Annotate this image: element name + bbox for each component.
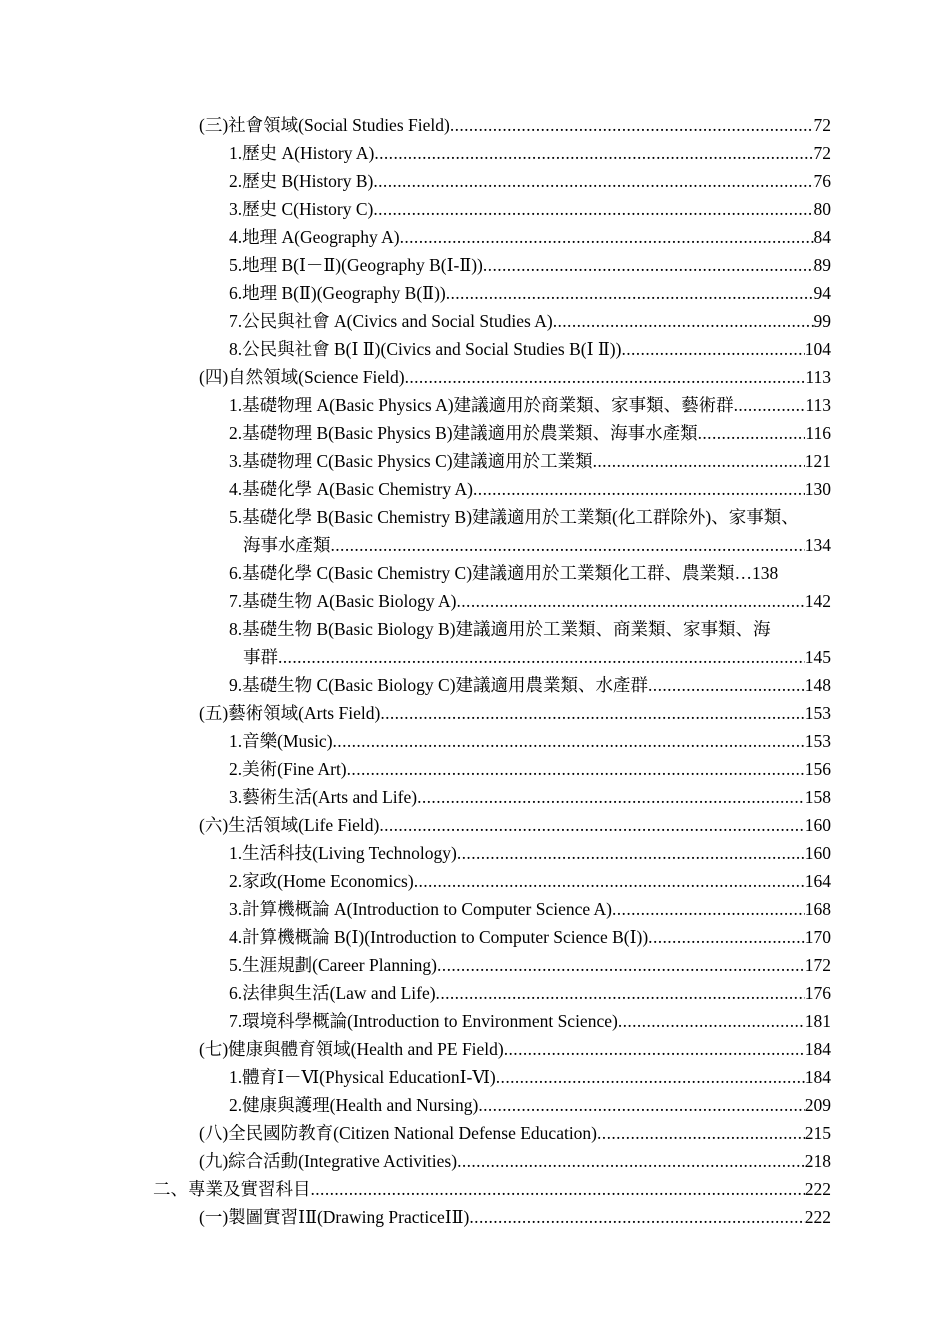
- toc-page-number: 215: [804, 1123, 831, 1143]
- toc-page-number: 153: [804, 731, 831, 751]
- toc-entry-arts-and-life[interactable]: [0, 783, 950, 811]
- dot-leader: [473, 475, 805, 503]
- toc-title: 5.基礎化學 B(Basic Chemistry B)建議適用於工業類(化工群除外)、家事類、: [229, 507, 799, 527]
- dot-leader: [698, 419, 806, 447]
- dot-leader: [504, 1035, 805, 1063]
- toc-title: 6.基礎化學 C(Basic Chemistry C)建議適用於工業類化工群、農業類…: [229, 563, 753, 583]
- toc-page-number: 113: [805, 367, 831, 387]
- toc-page-number: 72: [813, 115, 831, 135]
- toc-entry-living-technology[interactable]: [0, 839, 950, 867]
- toc-title: 7.基礎生物 A(Basic Biology A): [229, 591, 457, 611]
- toc-entry-basic-chemistry-c[interactable]: [0, 559, 950, 587]
- toc-page-number: 113: [805, 395, 831, 415]
- toc-page-number: 158: [804, 787, 831, 807]
- toc-title: 2.歷史 B(History B): [229, 171, 374, 191]
- toc-title-continued: 海事水產類: [243, 535, 331, 555]
- toc-entry-integrative-activities[interactable]: [0, 1147, 950, 1175]
- toc-entry-computer-science-a[interactable]: [0, 895, 950, 923]
- dot-leader: [612, 895, 805, 923]
- toc-page-number: 99: [813, 311, 831, 331]
- toc-entry-arts-field[interactable]: [0, 699, 950, 727]
- toc-page-number: 89: [813, 255, 831, 275]
- toc-page-number: 104: [804, 339, 831, 359]
- dot-leader: [496, 1063, 805, 1091]
- toc-entry-history-c[interactable]: [0, 195, 950, 223]
- toc-entry-basic-biology-c[interactable]: [0, 671, 950, 699]
- toc-page-number: 84: [813, 227, 831, 247]
- toc-page-number: 184: [804, 1039, 831, 1059]
- dot-leader: [457, 1147, 805, 1175]
- dot-leader: [648, 923, 805, 951]
- toc-title: (六)生活領域(Life Field): [199, 815, 380, 835]
- toc-page-number: 134: [804, 535, 831, 555]
- toc-title: (九)綜合活動(Integrative Activities): [199, 1151, 458, 1171]
- toc-title: (七)健康與體育領域(Health and PE Field): [199, 1039, 504, 1059]
- dot-leader: [311, 1175, 805, 1203]
- toc-title: 2.基礎物理 B(Basic Physics B)建議適用於農業類、海事水產類: [229, 423, 698, 443]
- dot-leader: [457, 839, 805, 867]
- toc-title: 6.地理 B(Ⅱ)(Geography B(Ⅱ)): [229, 283, 446, 303]
- toc-entry-professional-subjects[interactable]: [0, 1175, 950, 1203]
- toc-page-number: 94: [813, 283, 831, 303]
- toc-title: 8.基礎生物 B(Basic Biology B)建議適用於工業類、商業類、家事類、海: [229, 619, 771, 639]
- dot-leader: [331, 531, 805, 559]
- toc-entry-environment-science[interactable]: [0, 1007, 950, 1035]
- toc-page-number: 218: [804, 1151, 831, 1171]
- toc-entry-drawing-practice[interactable]: [0, 1203, 950, 1231]
- toc-title: 7.環境科學概論(Introduction to Environment Science): [229, 1011, 618, 1031]
- toc-page-number: 80: [813, 199, 831, 219]
- toc-title: 3.基礎物理 C(Basic Physics C)建議適用於工業類: [229, 451, 593, 471]
- toc-title: 8.公民與社會 B(Ⅰ Ⅱ)(Civics and Social Studies B(Ⅰ Ⅱ)): [229, 339, 622, 359]
- toc-entry-basic-chemistry-b-line1[interactable]: [0, 503, 950, 531]
- toc-page-number: 170: [804, 927, 831, 947]
- toc-page-number: 222: [804, 1207, 831, 1227]
- toc-title: 1.音樂(Music): [229, 731, 333, 751]
- toc-title: 5.地理 B(Ⅰ－Ⅱ)(Geography B(Ⅰ-Ⅱ)): [229, 255, 483, 275]
- toc-title-continued: 事群: [243, 647, 278, 667]
- dot-leader: [278, 643, 805, 671]
- dot-leader: [734, 391, 806, 419]
- toc-entry-civics-b[interactable]: [0, 335, 950, 363]
- toc-entry-health-pe-field[interactable]: [0, 1035, 950, 1063]
- toc-page-number: 72: [813, 143, 831, 163]
- toc-entry-basic-biology-b-line1[interactable]: [0, 615, 950, 643]
- toc-title: 3.歷史 C(History C): [229, 199, 374, 219]
- toc-title: 4.計算機概論 B(Ⅰ)(Introduction to Computer Science B(Ⅰ)): [229, 927, 649, 947]
- toc-title: 1.生活科技(Living Technology): [229, 843, 457, 863]
- toc-title: 3.計算機概論 A(Introduction to Computer Science A): [229, 899, 612, 919]
- toc-title: 3.藝術生活(Arts and Life): [229, 787, 418, 807]
- toc-title: 二、專業及實習科目: [153, 1179, 311, 1199]
- toc-entry-basic-physics-a[interactable]: [0, 391, 950, 419]
- dot-leader: [621, 335, 804, 363]
- toc-title: 1.體育Ⅰ－Ⅵ(Physical EducationⅠ-Ⅵ): [229, 1067, 496, 1087]
- toc-entry-basic-chemistry-a[interactable]: [0, 475, 950, 503]
- toc-entry-social-studies[interactable]: [0, 111, 950, 139]
- toc-page-number: 145: [804, 647, 831, 667]
- dot-leader: [347, 755, 805, 783]
- toc-title: 4.地理 A(Geography A): [229, 227, 400, 247]
- toc-page-number: 168: [804, 899, 831, 919]
- toc-entry-home-economics[interactable]: [0, 867, 950, 895]
- dot-leader: [593, 447, 805, 475]
- toc-title: 4.基礎化學 A(Basic Chemistry A): [229, 479, 474, 499]
- dot-leader: [373, 167, 813, 195]
- toc-entry-life-field[interactable]: [0, 811, 950, 839]
- dot-leader: [437, 951, 805, 979]
- toc-entry-career-planning[interactable]: [0, 951, 950, 979]
- toc-page-number: 76: [813, 171, 831, 191]
- table-of-contents: [0, 111, 950, 1231]
- toc-title: 6.法律與生活(Law and Life): [229, 983, 436, 1003]
- toc-entry-basic-physics-c[interactable]: [0, 447, 950, 475]
- toc-entry-geography-b-1-2[interactable]: [0, 251, 950, 279]
- toc-page-number: 176: [804, 983, 831, 1003]
- toc-entry-music[interactable]: [0, 727, 950, 755]
- toc-page-number: 164: [804, 871, 831, 891]
- toc-page-number: 222: [804, 1179, 831, 1199]
- toc-title: 5.生涯規劃(Career Planning): [229, 955, 438, 975]
- toc-title: 2.美術(Fine Art): [229, 759, 347, 779]
- dot-leader: [457, 587, 805, 615]
- toc-page-number: 181: [804, 1011, 831, 1031]
- dot-leader: [379, 811, 804, 839]
- toc-page-number: 148: [804, 675, 831, 695]
- toc-entry-science-field[interactable]: [0, 363, 950, 391]
- toc-page-number: 160: [804, 843, 831, 863]
- toc-entry-basic-biology-a[interactable]: [0, 587, 950, 615]
- toc-entry-geography-a[interactable]: [0, 223, 950, 251]
- dot-leader: [417, 783, 805, 811]
- dot-leader: [483, 251, 814, 279]
- toc-entry-basic-physics-b[interactable]: [0, 419, 950, 447]
- toc-page-number: 138: [752, 563, 779, 583]
- toc-title: 1.基礎物理 A(Basic Physics A)建議適用於商業類、家事類、藝術群: [229, 395, 734, 415]
- dot-leader: [469, 1203, 804, 1231]
- toc-page-number: 130: [804, 479, 831, 499]
- toc-title: 7.公民與社會 A(Civics and Social Studies A): [229, 311, 553, 331]
- toc-entry-geography-b-2[interactable]: [0, 279, 950, 307]
- toc-page-number: 160: [804, 815, 831, 835]
- toc-entry-computer-science-b[interactable]: [0, 923, 950, 951]
- toc-title: (三)社會領域(Social Studies Field): [199, 115, 450, 135]
- dot-leader: [400, 223, 814, 251]
- dot-leader: [405, 363, 806, 391]
- toc-entry-fine-art[interactable]: [0, 755, 950, 783]
- toc-entry-physical-education[interactable]: [0, 1063, 950, 1091]
- toc-title: (八)全民國防教育(Citizen National Defense Education): [199, 1123, 598, 1143]
- toc-page-number: 116: [805, 423, 831, 443]
- toc-entry-history-b[interactable]: [0, 167, 950, 195]
- dot-leader: [414, 867, 805, 895]
- toc-title: (一)製圖實習ⅠⅡ(Drawing PracticeⅠⅡ): [199, 1207, 470, 1227]
- toc-page-number: 153: [804, 703, 831, 723]
- dot-leader: [648, 671, 805, 699]
- dot-leader: [597, 1119, 805, 1147]
- dot-leader: [450, 111, 814, 139]
- toc-entry-national-defense[interactable]: [0, 1119, 950, 1147]
- toc-entry-basic-biology-b[interactable]: [0, 643, 950, 671]
- dot-leader: [373, 195, 813, 223]
- dot-leader: [436, 979, 805, 1007]
- toc-page-number: 172: [804, 955, 831, 975]
- toc-page-number: 184: [804, 1067, 831, 1087]
- dot-leader: [478, 1091, 804, 1119]
- toc-title: (四)自然領域(Science Field): [199, 367, 405, 387]
- dot-leader: [446, 279, 814, 307]
- toc-title: 9.基礎生物 C(Basic Biology C)建議適用農業類、水產群: [229, 675, 649, 695]
- toc-title: 2.健康與護理(Health and Nursing): [229, 1095, 479, 1115]
- dot-leader: [380, 699, 804, 727]
- toc-title: 2.家政(Home Economics): [229, 871, 414, 891]
- toc-page-number: 156: [804, 759, 831, 779]
- dot-leader: [553, 307, 814, 335]
- toc-entry-health-nursing[interactable]: [0, 1091, 950, 1119]
- toc-title: (五)藝術領域(Arts Field): [199, 703, 381, 723]
- toc-entry-basic-chemistry-b[interactable]: [0, 531, 950, 559]
- toc-entry-civics-a[interactable]: [0, 307, 950, 335]
- toc-entry-history-a[interactable]: [0, 139, 950, 167]
- toc-page-number: 209: [804, 1095, 831, 1115]
- toc-title: 1.歷史 A(History A): [229, 143, 375, 163]
- dot-leader: [374, 139, 813, 167]
- toc-page-number: 121: [804, 451, 831, 471]
- dot-leader: [333, 727, 805, 755]
- toc-page-number: 142: [804, 591, 831, 611]
- dot-leader: [618, 1007, 805, 1035]
- toc-entry-law-and-life[interactable]: [0, 979, 950, 1007]
